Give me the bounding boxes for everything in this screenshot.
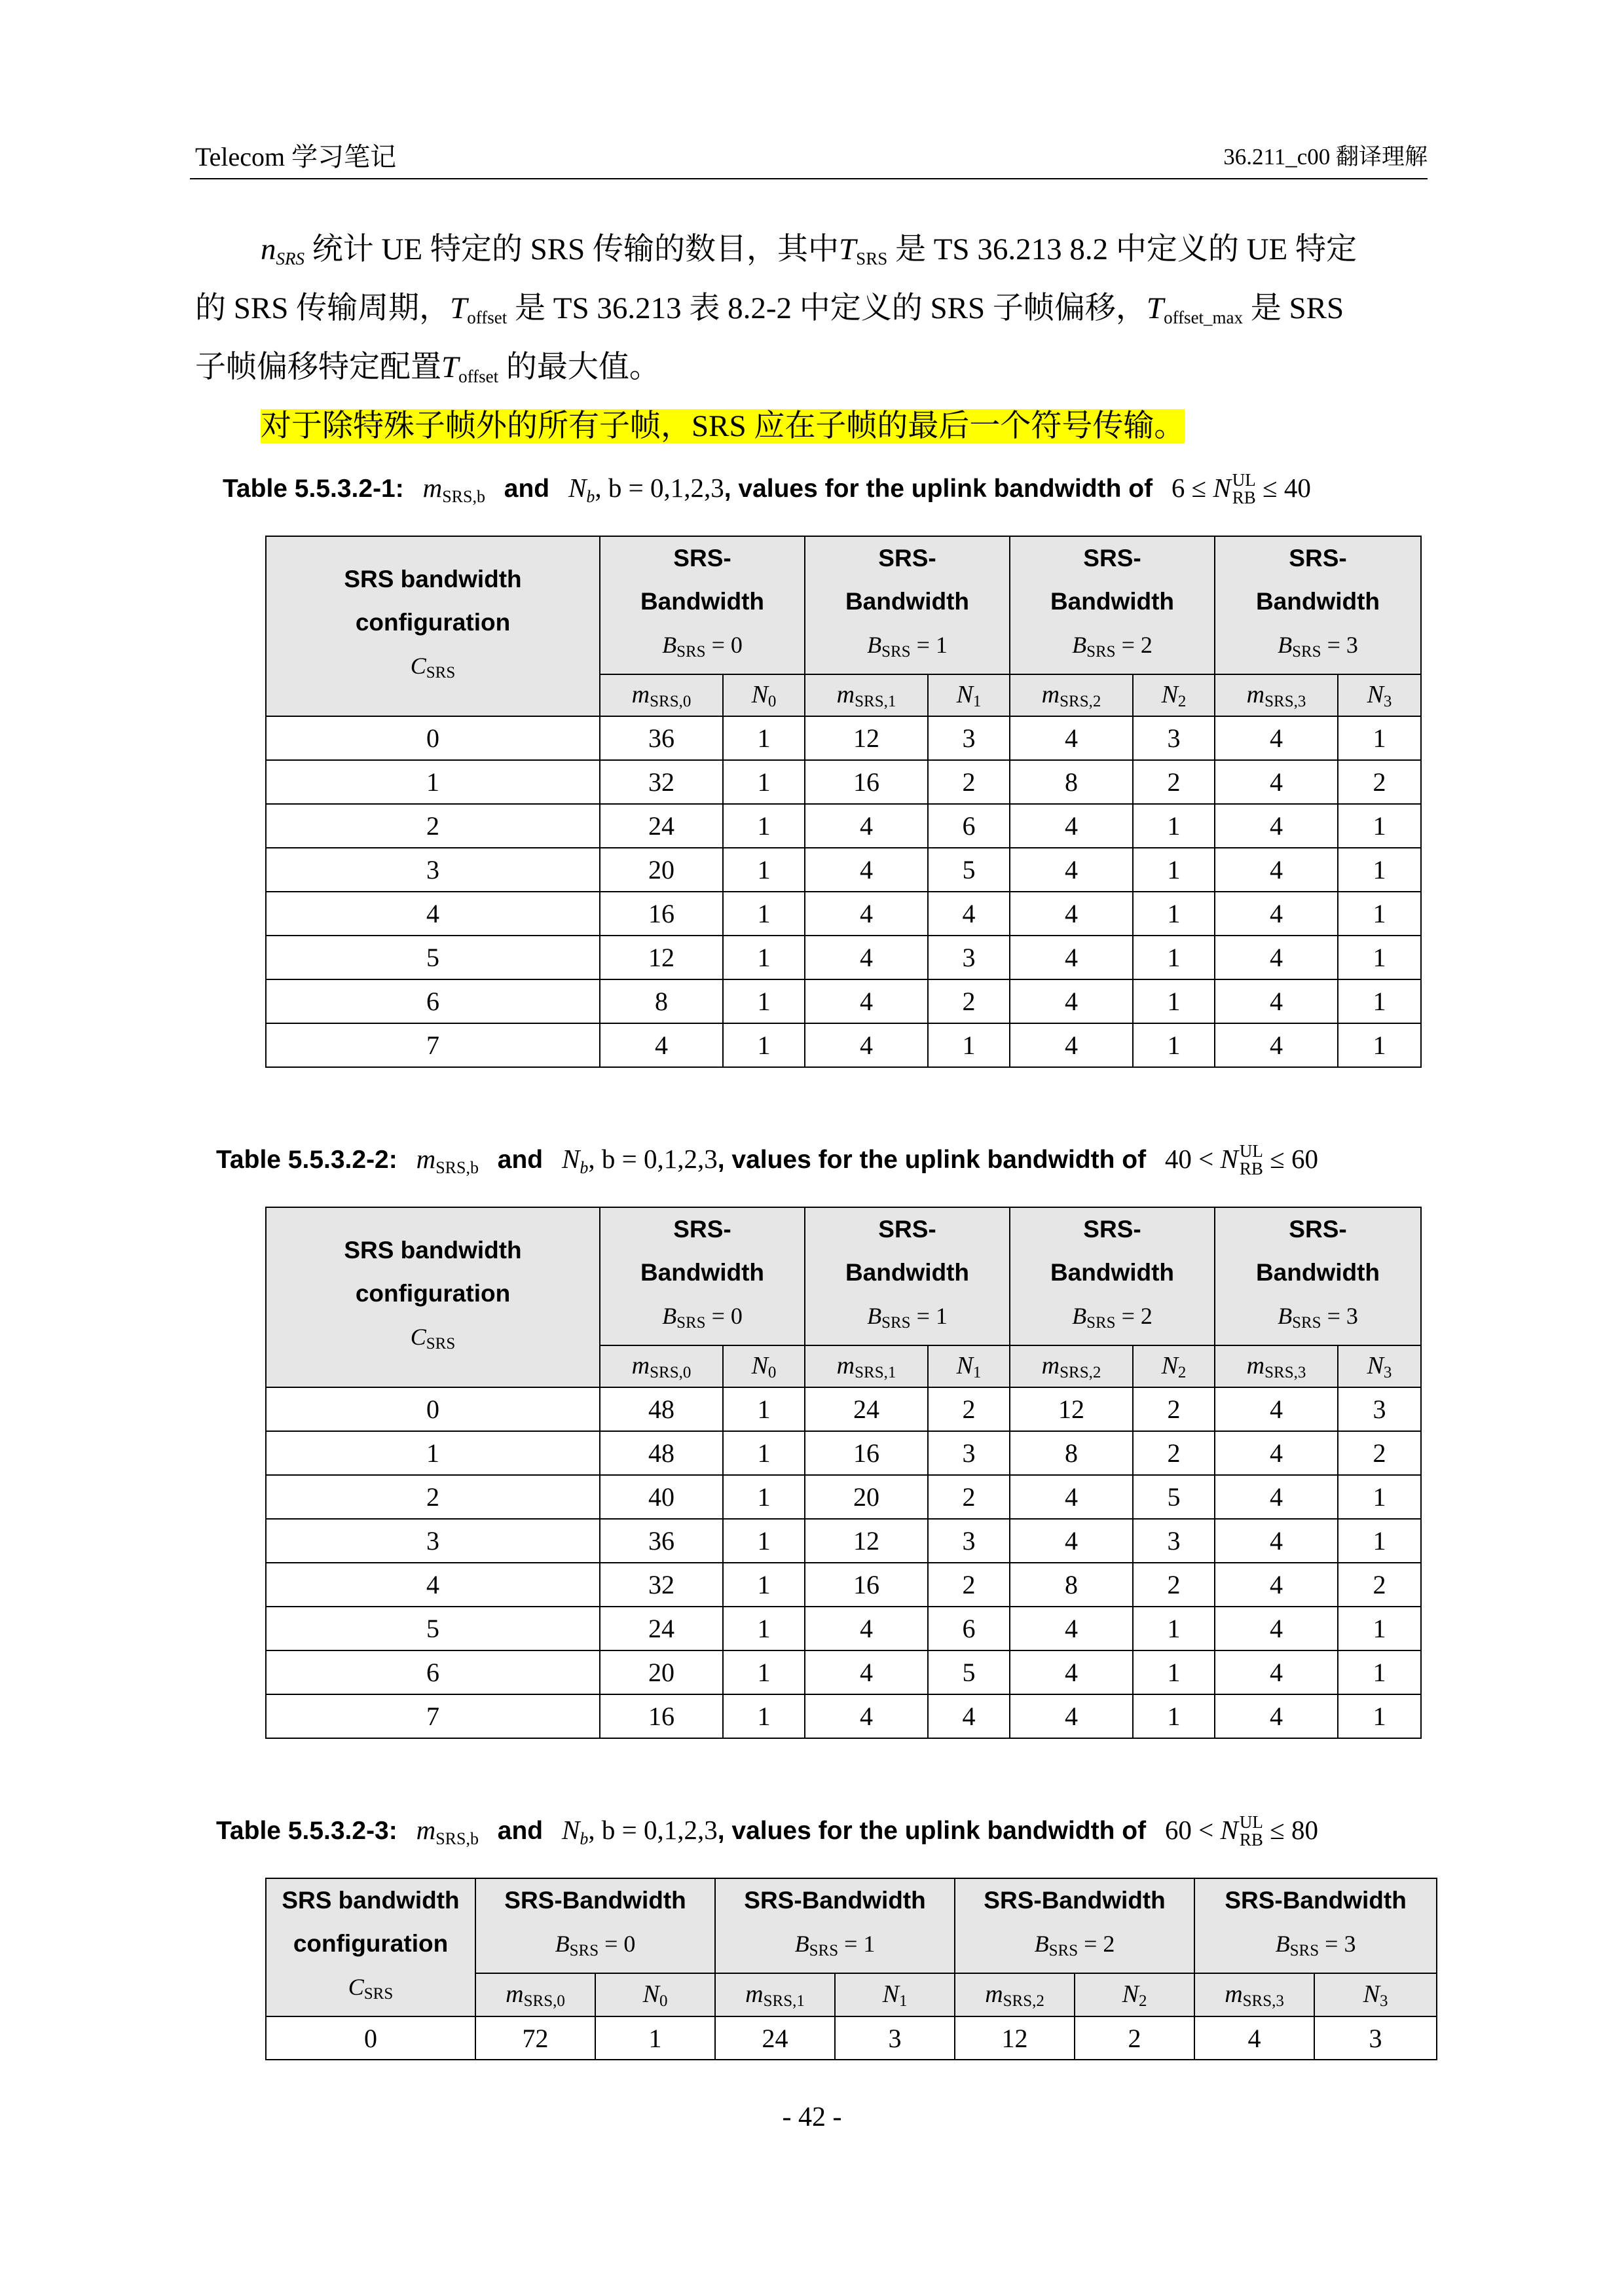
value-cell: 1 xyxy=(723,1650,805,1694)
config-index-cell: 1 xyxy=(266,760,600,804)
value-cell: 2 xyxy=(928,1475,1010,1519)
n-subscript: b xyxy=(580,1829,589,1848)
value-cell: 4 xyxy=(1215,936,1338,979)
value-cell: 3 xyxy=(928,1519,1010,1563)
value-cell: 2 xyxy=(1338,1431,1421,1475)
paragraph-text: 的 SRS 传输周期， xyxy=(195,291,451,325)
n-2-header: $N_2$ xyxy=(1133,674,1215,716)
nrb-symbol: N xyxy=(1213,473,1231,503)
value-cell: 1 xyxy=(723,1431,805,1475)
value-cell: 16 xyxy=(805,760,928,804)
value-cell: 4 xyxy=(1010,1694,1133,1738)
value-cell: 4 xyxy=(1215,979,1338,1023)
t-offset-symbol: T xyxy=(450,291,468,325)
table-1-caption xyxy=(223,471,1311,507)
config-index-cell: 6 xyxy=(266,1650,600,1694)
config-index-cell: 4 xyxy=(266,1563,600,1607)
value-cell: 2 xyxy=(928,760,1010,804)
value-cell: 4 xyxy=(805,1694,928,1738)
m-srs-1-header: $m_{SRS,1}$ xyxy=(805,674,928,716)
value-cell: 2 xyxy=(1133,1387,1215,1431)
value-cell: 2 xyxy=(1133,760,1215,804)
config-index-cell: 5 xyxy=(266,936,600,979)
bandwidth-1-header: SRS- Bandwidth $B_{SRS} = 1$ xyxy=(805,536,1010,674)
value-cell: 1 xyxy=(1338,804,1421,848)
value-cell: 4 xyxy=(1215,760,1338,804)
value-cell: 1 xyxy=(595,2016,715,2060)
value-cell: 24 xyxy=(600,1607,723,1650)
value-cell: 1 xyxy=(1338,1607,1421,1650)
paragraph-line-3 xyxy=(195,338,1426,397)
value-cell: 4 xyxy=(1010,1650,1133,1694)
m-subscript: SRS,b xyxy=(442,487,485,506)
value-cell: 20 xyxy=(805,1475,928,1519)
n-subscript: b xyxy=(580,1158,589,1177)
m-srs-3-header: $m_{SRS,3}$ xyxy=(1215,674,1338,716)
value-cell: 1 xyxy=(1133,1650,1215,1694)
value-cell: 4 xyxy=(600,1023,723,1067)
paragraph-line-2 xyxy=(195,279,1426,338)
n-srs-symbol: n xyxy=(261,232,276,266)
n-1-header: $N_1$ xyxy=(835,1973,955,2016)
value-cell: 4 xyxy=(805,804,928,848)
n-2-header: $N_2$ xyxy=(1075,1973,1194,2016)
m-subscript: SRS,b xyxy=(435,1158,479,1177)
value-cell: 32 xyxy=(600,1563,723,1607)
caption-and: and xyxy=(497,1817,544,1845)
value-cell: 2 xyxy=(928,1387,1010,1431)
table-row xyxy=(266,1431,1421,1475)
paragraph-text: 子帧偏移特定配置 xyxy=(195,350,441,384)
range-low: 6 ≤ xyxy=(1171,473,1213,503)
value-cell: 8 xyxy=(1010,1563,1133,1607)
bandwidth-1-header: SRS- Bandwidth $B_{SRS} = 1$ xyxy=(805,1207,1010,1345)
value-cell: 4 xyxy=(805,1607,928,1650)
value-cell: 1 xyxy=(1338,1650,1421,1694)
paragraph-text: 统计 UE 特定的 SRS 传输的数目，其中 xyxy=(304,232,840,266)
value-cell: 36 xyxy=(600,716,723,760)
value-cell: 4 xyxy=(805,892,928,936)
value-cell: 4 xyxy=(1215,1387,1338,1431)
value-cell: 4 xyxy=(1010,936,1133,979)
value-cell: 4 xyxy=(1215,716,1338,760)
m-srs-2-header: $m_{SRS,2}$ xyxy=(955,1973,1075,2016)
n-1-header: $N_1$ xyxy=(928,674,1010,716)
t-offset-subscript: offset xyxy=(458,367,499,386)
value-cell: 5 xyxy=(928,848,1010,892)
m-srs-2-header: $m_{SRS,2}$ xyxy=(1010,674,1133,716)
table-row xyxy=(266,1023,1421,1067)
value-cell: 4 xyxy=(1194,2016,1314,2060)
m-srs-1-header: $m_{SRS,1}$ xyxy=(715,1973,835,2016)
m-symbol: m xyxy=(416,1815,436,1845)
n-subscript: b xyxy=(586,487,595,506)
t-srs-subscript: SRS xyxy=(856,249,888,268)
n-symbol: N xyxy=(561,1144,580,1174)
t-srs-symbol: T xyxy=(839,232,857,266)
value-cell: 4 xyxy=(1215,1431,1338,1475)
value-cell: 8 xyxy=(1010,760,1133,804)
n-0-header: $N_0$ xyxy=(595,1973,715,2016)
paragraph-text: 是 SRS xyxy=(1243,291,1344,325)
value-cell: 4 xyxy=(1010,892,1133,936)
header-title: Telecom 学习笔记 xyxy=(195,142,397,172)
value-cell: 3 xyxy=(835,2016,955,2060)
value-cell: 1 xyxy=(1338,1694,1421,1738)
value-cell: 4 xyxy=(1010,1607,1133,1650)
srs-table-1 xyxy=(265,536,1422,1068)
caption-and: and xyxy=(504,475,550,503)
table-row xyxy=(266,1694,1421,1738)
config-index-cell: 5 xyxy=(266,1607,600,1650)
range-high: ≤ 60 xyxy=(1263,1144,1318,1174)
value-cell: 1 xyxy=(1133,936,1215,979)
value-cell: 1 xyxy=(723,760,805,804)
table-row xyxy=(266,1650,1421,1694)
value-cell: 72 xyxy=(475,2016,595,2060)
value-cell: 4 xyxy=(1215,892,1338,936)
value-cell: 48 xyxy=(600,1431,723,1475)
value-cell: 4 xyxy=(1010,804,1133,848)
value-cell: 4 xyxy=(928,1694,1010,1738)
table-row xyxy=(266,848,1421,892)
nrb-sub: RB xyxy=(1239,1159,1263,1178)
value-cell: 1 xyxy=(723,1607,805,1650)
table-row xyxy=(266,936,1421,979)
value-cell: 1 xyxy=(1338,936,1421,979)
config-header: SRS bandwidth configuration $C_{SRS}$ xyxy=(266,1207,600,1387)
t-offset-subscript: offset xyxy=(467,308,507,327)
caption-label: Table 5.5.3.2-1: xyxy=(223,475,404,503)
value-cell: 4 xyxy=(805,936,928,979)
config-index-cell: 3 xyxy=(266,848,600,892)
value-cell: 4 xyxy=(1215,1563,1338,1607)
paragraph-line-1 xyxy=(195,220,1426,279)
bandwidth-2-header: SRS-Bandwidth $B_{SRS} = 2$ xyxy=(955,1878,1194,1973)
value-cell: 4 xyxy=(928,892,1010,936)
n-symbol: N xyxy=(568,473,587,503)
value-cell: 4 xyxy=(1010,979,1133,1023)
value-cell: 1 xyxy=(1133,848,1215,892)
table-3-caption xyxy=(216,1813,1318,1849)
value-cell: 1 xyxy=(1133,1694,1215,1738)
value-cell: 1 xyxy=(723,1475,805,1519)
config-index-cell: 2 xyxy=(266,804,600,848)
page-number: - 42 - xyxy=(782,2102,842,2132)
n-3-header: $N_3$ xyxy=(1338,674,1421,716)
caption-label: Table 5.5.3.2-2: xyxy=(216,1146,397,1174)
value-cell: 24 xyxy=(715,2016,835,2060)
bandwidth-0-header: SRS-Bandwidth $B_{SRS} = 0$ xyxy=(475,1878,715,1973)
caption-label: Table 5.5.3.2-3: xyxy=(216,1817,397,1845)
config-index-cell: 1 xyxy=(266,1431,600,1475)
value-cell: 4 xyxy=(1010,1023,1133,1067)
range-high: ≤ 40 xyxy=(1255,473,1311,503)
value-cell: 12 xyxy=(805,716,928,760)
value-cell: 4 xyxy=(1010,1519,1133,1563)
value-cell: 6 xyxy=(928,1607,1010,1650)
range-low: 40 < xyxy=(1164,1144,1221,1174)
table-1-body xyxy=(266,716,1421,1067)
m-srs-3-header: $m_{SRS,3}$ xyxy=(1194,1973,1314,2016)
b-values: , b = 0,1,2,3 xyxy=(588,1144,718,1174)
m-srs-0-header: $m_{SRS,0}$ xyxy=(475,1973,595,2016)
config-index-cell: 6 xyxy=(266,979,600,1023)
value-cell: 2 xyxy=(928,979,1010,1023)
srs-table-2 xyxy=(265,1207,1422,1739)
value-cell: 3 xyxy=(928,1431,1010,1475)
caption-text: , values for the uplink bandwidth of xyxy=(717,1817,1147,1845)
bandwidth-1-header: SRS-Bandwidth $B_{SRS} = 1$ xyxy=(715,1878,955,1973)
value-cell: 4 xyxy=(1215,804,1338,848)
value-cell: 4 xyxy=(1215,1023,1338,1067)
value-cell: 16 xyxy=(805,1563,928,1607)
value-cell: 1 xyxy=(1133,1607,1215,1650)
value-cell: 24 xyxy=(805,1387,928,1431)
n-2-header: $N_2$ xyxy=(1133,1345,1215,1387)
range-low: 60 < xyxy=(1164,1815,1221,1845)
table-row xyxy=(266,1475,1421,1519)
value-cell: 5 xyxy=(1133,1475,1215,1519)
table-2-caption xyxy=(216,1142,1318,1178)
value-cell: 5 xyxy=(928,1650,1010,1694)
highlighted-sentence: 对于除特殊子帧外的所有子帧，SRS 应在子帧的最后一个符号传输。 xyxy=(261,409,1185,443)
value-cell: 2 xyxy=(928,1563,1010,1607)
value-cell: 16 xyxy=(805,1431,928,1475)
t-offset-max-symbol: T xyxy=(1146,291,1164,325)
value-cell: 4 xyxy=(805,848,928,892)
value-cell: 16 xyxy=(600,1694,723,1738)
m-srs-0-header: $m_{SRS,0}$ xyxy=(600,674,723,716)
value-cell: 24 xyxy=(600,804,723,848)
config-index-cell: 3 xyxy=(266,1519,600,1563)
config-header: SRS bandwidth configuration $C_{SRS}$ xyxy=(266,1878,475,2016)
value-cell: 1 xyxy=(1133,979,1215,1023)
paragraph-line-4 xyxy=(195,397,1426,456)
table-row xyxy=(266,1563,1421,1607)
paragraph-text: 是 TS 36.213 表 8.2-2 中定义的 SRS 子帧偏移， xyxy=(507,291,1147,325)
value-cell: 12 xyxy=(955,2016,1075,2060)
nrb-sub: RB xyxy=(1232,488,1256,507)
value-cell: 4 xyxy=(1215,1694,1338,1738)
value-cell: 3 xyxy=(1133,716,1215,760)
n-3-header: $N_3$ xyxy=(1314,1973,1437,2016)
value-cell: 1 xyxy=(723,979,805,1023)
value-cell: 1 xyxy=(928,1023,1010,1067)
value-cell: 1 xyxy=(723,892,805,936)
nrb-sub: RB xyxy=(1239,1830,1263,1850)
value-cell: 3 xyxy=(928,716,1010,760)
value-cell: 1 xyxy=(723,936,805,979)
value-cell: 12 xyxy=(1010,1387,1133,1431)
nrb-sup: UL xyxy=(1239,1141,1263,1161)
value-cell: 6 xyxy=(928,804,1010,848)
caption-and: and xyxy=(497,1146,544,1174)
table-2-body xyxy=(266,1387,1421,1738)
table-row xyxy=(266,804,1421,848)
value-cell: 1 xyxy=(1338,1519,1421,1563)
value-cell: 1 xyxy=(723,1519,805,1563)
value-cell: 2 xyxy=(1338,760,1421,804)
value-cell: 2 xyxy=(1133,1563,1215,1607)
m-srs-3-header: $m_{SRS,3}$ xyxy=(1215,1345,1338,1387)
value-cell: 48 xyxy=(600,1387,723,1431)
value-cell: 3 xyxy=(1314,2016,1437,2060)
body-paragraph xyxy=(195,220,1426,456)
header-divider xyxy=(190,178,1428,179)
value-cell: 4 xyxy=(1010,1475,1133,1519)
m-srs-0-header: $m_{SRS,0}$ xyxy=(600,1345,723,1387)
bandwidth-2-header: SRS- Bandwidth $B_{SRS} = 2$ xyxy=(1010,536,1215,674)
paragraph-text: 的最大值。 xyxy=(498,350,660,384)
value-cell: 4 xyxy=(805,1023,928,1067)
value-cell: 4 xyxy=(1215,848,1338,892)
config-index-cell: 7 xyxy=(266,1023,600,1067)
caption-text: , values for the uplink bandwidth of xyxy=(717,1146,1147,1174)
m-srs-1-header: $m_{SRS,1}$ xyxy=(805,1345,928,1387)
n-3-header: $N_3$ xyxy=(1338,1345,1421,1387)
nrb-symbol: N xyxy=(1220,1144,1238,1174)
config-index-cell: 7 xyxy=(266,1694,600,1738)
m-symbol: m xyxy=(422,473,443,503)
value-cell: 1 xyxy=(723,1387,805,1431)
value-cell: 1 xyxy=(1133,804,1215,848)
bandwidth-0-header: SRS- Bandwidth $B_{SRS} = 0$ xyxy=(600,536,805,674)
value-cell: 20 xyxy=(600,848,723,892)
value-cell: 4 xyxy=(1010,848,1133,892)
bandwidth-3-header: SRS- Bandwidth $B_{SRS} = 3$ xyxy=(1215,1207,1421,1345)
range-high: ≤ 80 xyxy=(1263,1815,1318,1845)
value-cell: 1 xyxy=(1338,979,1421,1023)
table-row xyxy=(266,1607,1421,1650)
value-cell: 4 xyxy=(805,979,928,1023)
value-cell: 4 xyxy=(1215,1475,1338,1519)
t-offset-max-subscript: offset_max xyxy=(1164,308,1244,327)
value-cell: 12 xyxy=(600,936,723,979)
value-cell: 1 xyxy=(1133,1023,1215,1067)
value-cell: 1 xyxy=(1338,848,1421,892)
table-row xyxy=(266,2016,1437,2060)
bandwidth-2-header: SRS- Bandwidth $B_{SRS} = 2$ xyxy=(1010,1207,1215,1345)
value-cell: 2 xyxy=(1133,1431,1215,1475)
value-cell: 3 xyxy=(1338,1387,1421,1431)
srs-table-3 xyxy=(265,1878,1437,2060)
value-cell: 1 xyxy=(1338,1475,1421,1519)
value-cell: 8 xyxy=(1010,1431,1133,1475)
t-offset-symbol: T xyxy=(441,350,459,384)
n-0-header: $N_0$ xyxy=(723,674,805,716)
value-cell: 1 xyxy=(723,804,805,848)
value-cell: 3 xyxy=(1133,1519,1215,1563)
value-cell: 1 xyxy=(1338,1023,1421,1067)
b-values: , b = 0,1,2,3 xyxy=(588,1815,718,1845)
value-cell: 1 xyxy=(723,1023,805,1067)
m-symbol: m xyxy=(416,1144,436,1174)
table-3-body xyxy=(266,2016,1437,2060)
table-row xyxy=(266,716,1421,760)
config-index-cell: 2 xyxy=(266,1475,600,1519)
config-index-cell: 0 xyxy=(266,716,600,760)
value-cell: 12 xyxy=(805,1519,928,1563)
value-cell: 8 xyxy=(600,979,723,1023)
value-cell: 1 xyxy=(1338,892,1421,936)
value-cell: 1 xyxy=(723,848,805,892)
config-index-cell: 0 xyxy=(266,1387,600,1431)
n-srs-subscript: SRS xyxy=(276,249,304,268)
config-index-cell: 0 xyxy=(266,2016,475,2060)
bandwidth-3-header: SRS-Bandwidth $B_{SRS} = 3$ xyxy=(1194,1878,1437,1973)
value-cell: 4 xyxy=(805,1650,928,1694)
value-cell: 4 xyxy=(1215,1519,1338,1563)
n-1-header: $N_1$ xyxy=(928,1345,1010,1387)
bandwidth-0-header: SRS- Bandwidth $B_{SRS} = 0$ xyxy=(600,1207,805,1345)
n-symbol: N xyxy=(561,1815,580,1845)
value-cell: 36 xyxy=(600,1519,723,1563)
value-cell: 20 xyxy=(600,1650,723,1694)
value-cell: 1 xyxy=(723,1694,805,1738)
bandwidth-3-header: SRS- Bandwidth $B_{SRS} = 3$ xyxy=(1215,536,1421,674)
nrb-symbol: N xyxy=(1220,1815,1238,1845)
m-srs-2-header: $m_{SRS,2}$ xyxy=(1010,1345,1133,1387)
table-row xyxy=(266,1387,1421,1431)
table-row xyxy=(266,979,1421,1023)
value-cell: 4 xyxy=(1010,716,1133,760)
table-row xyxy=(266,1519,1421,1563)
caption-text: , values for the uplink bandwidth of xyxy=(724,475,1153,503)
header-doc-id: 36.211_c00 翻译理解 xyxy=(1223,144,1428,170)
value-cell: 1 xyxy=(723,1563,805,1607)
nrb-sup: UL xyxy=(1232,470,1256,490)
config-header: SRS bandwidth configuration $C_{SRS}$ xyxy=(266,536,600,716)
value-cell: 3 xyxy=(928,936,1010,979)
b-values: , b = 0,1,2,3 xyxy=(595,473,724,503)
value-cell: 4 xyxy=(1215,1650,1338,1694)
value-cell: 1 xyxy=(1133,892,1215,936)
table-row xyxy=(266,892,1421,936)
value-cell: 1 xyxy=(1338,716,1421,760)
table-row xyxy=(266,760,1421,804)
n-0-header: $N_0$ xyxy=(723,1345,805,1387)
value-cell: 32 xyxy=(600,760,723,804)
value-cell: 2 xyxy=(1075,2016,1194,2060)
nrb-sup: UL xyxy=(1239,1812,1263,1832)
value-cell: 16 xyxy=(600,892,723,936)
m-subscript: SRS,b xyxy=(435,1829,479,1848)
paragraph-text: 是 TS 36.213 8.2 中定义的 UE 特定 xyxy=(887,232,1357,266)
value-cell: 40 xyxy=(600,1475,723,1519)
value-cell: 4 xyxy=(1215,1607,1338,1650)
value-cell: 2 xyxy=(1338,1563,1421,1607)
config-index-cell: 4 xyxy=(266,892,600,936)
value-cell: 1 xyxy=(723,716,805,760)
